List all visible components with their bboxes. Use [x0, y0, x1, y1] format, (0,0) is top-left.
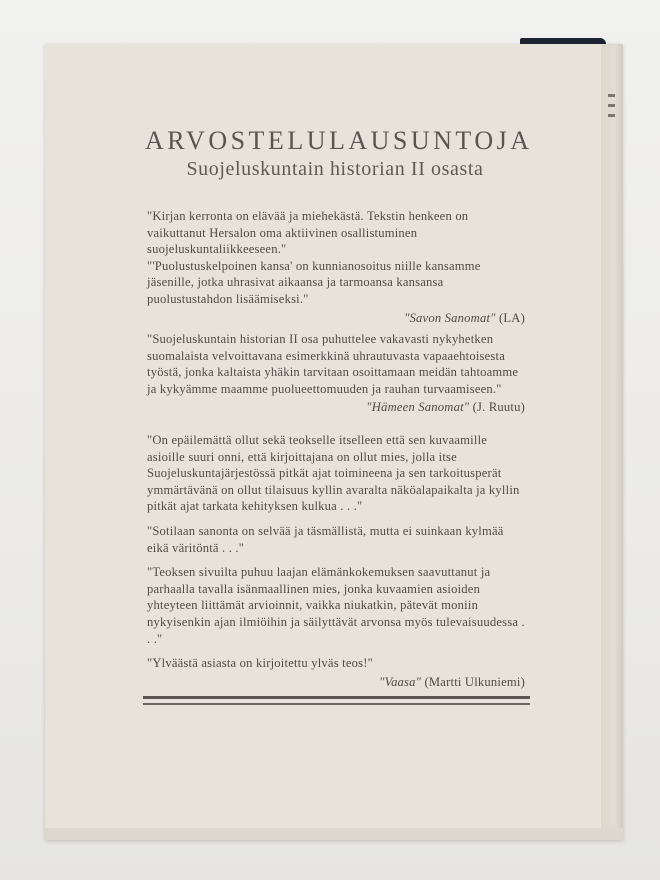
page-title: ARVOSTELULAUSUNTOJA [145, 126, 533, 155]
review-attribution [147, 674, 525, 691]
review-attribution [147, 310, 525, 327]
review-author: (LA) [499, 310, 525, 325]
cover-bottom-band [45, 828, 623, 840]
review-author: (J. Ruutu) [472, 400, 525, 415]
review-source: "Savon Sanomat" [404, 310, 496, 325]
review-quote: "On epäilemättä ollut sekä teokselle itselleen että sen kuvaamille asioille suuri onni, että kirjoittajana on ollut mies, jolla itse Suojeluskuntajärjestössä pitkät ajat toimineena ja sen tarkoitusperät ymmärtävänä on ollut tilaisuus kyllin avaralta näköalapaikalta ja kyllin pitkät ajat tarkata kehityksen kulkua . . ." [147, 433, 520, 514]
review-source: "Hämeen Sanomat" [366, 400, 470, 415]
book-back-cover [45, 44, 623, 840]
spine-tick-mark [608, 104, 615, 107]
spine-tick-mark [608, 94, 615, 97]
review-savon-sanomat [147, 208, 525, 326]
spine-tick-mark [608, 114, 615, 117]
review-vaasa [147, 432, 525, 690]
review-hameen-sanomat [147, 331, 525, 416]
review-quote: "Ylväästä asiasta on kirjoitettu ylväs teos!" [147, 656, 373, 671]
review-quote: "Teoksen sivuilta puhuu laajan elämänkokemuksen saavuttanut ja parhaalla tavalla isänmaallinen mies, jonka kuvaamien asioiden yhteyteen liittämät arvioinnit, vaikka niukatkin, pätevät moniin nykyisenkin ajan ilmiöihin ja säilyttävät arvonsa myös tulevaisuudessa . . ." [147, 565, 525, 646]
review-attribution [147, 399, 525, 416]
review-quote: "Suojeluskuntain historian II osa puhuttelee vakavasti nykyhetken suomalaista velvoittavana esimerkkinä uhrautuvasta vapaaehtoisesta työstä, jonka kaltaista yhäkin tarvitaan osoittamaan meidän tahtoamme ja kykyämme maamme puolueettomuuden ja rauhan turvaamiseen." [147, 332, 519, 396]
review-quote: "Sotilaan sanonta on selvää ja täsmällistä, mutta ei suinkaan kylmää eikä väritöntä . . ." [147, 523, 504, 555]
cover-spine-strip [601, 44, 623, 840]
review-source: "Vaasa" [379, 674, 422, 689]
review-author: (Martti Ulkuniemi) [424, 674, 525, 689]
divider-rule-top [143, 696, 530, 699]
divider-rule-bottom [143, 703, 530, 705]
review-quote: "'Puolustuskelpoinen kansa' on kunnianosoitus niille kansamme jäsenille, jotka uhrasivat aikaansa ja tarmoansa kansansa puolustustahdon lisäämiseksi." [147, 258, 481, 306]
page-subtitle: Suojeluskuntain historian II osasta [186, 158, 484, 180]
review-quote: "Kirjan kerronta on elävää ja miehekästä. Tekstin henkeen on vaikuttanut Hersalon oma aktiivinen osallistuminen suojeluskuntaliikkeeseen." [147, 209, 469, 257]
